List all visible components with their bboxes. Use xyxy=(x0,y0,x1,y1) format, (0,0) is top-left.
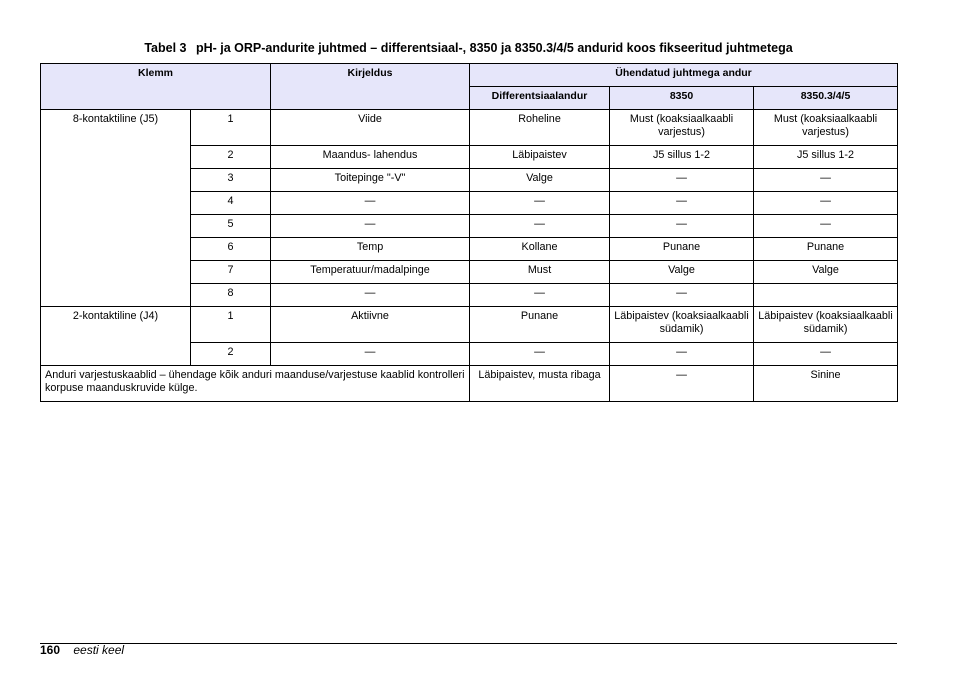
connector-name: 8-kontaktiline (J5) xyxy=(41,110,191,307)
differential-wire: — xyxy=(470,284,610,307)
connector-name: 2-kontaktiline (J4) xyxy=(41,307,191,366)
pin-number: 2 xyxy=(191,146,271,169)
pin-number: 5 xyxy=(191,215,271,238)
wiring-table xyxy=(40,63,898,402)
differential-wire: Läbipaistev, musta ribaga xyxy=(470,366,610,402)
pin-description: Temperatuur/madalpinge xyxy=(271,261,470,284)
pin-description: Toitepinge "-V" xyxy=(271,169,470,192)
differential-wire: — xyxy=(470,343,610,366)
pin-number: 1 xyxy=(191,110,271,146)
pin-number: 7 xyxy=(191,261,271,284)
wire-8350: Läbipaistev (koaksiaalkaabli südamik) xyxy=(610,307,754,343)
pin-description: — xyxy=(271,284,470,307)
pin-description: Aktiivne xyxy=(271,307,470,343)
footer-divider xyxy=(40,643,897,644)
wire-8350: — xyxy=(610,169,754,192)
differential-wire: — xyxy=(470,215,610,238)
differential-wire: — xyxy=(470,192,610,215)
header-8350x: 8350.3/4/5 xyxy=(754,87,898,110)
differential-wire: Roheline xyxy=(470,110,610,146)
wire-8350x xyxy=(754,284,898,307)
wire-8350x: — xyxy=(754,169,898,192)
shield-row xyxy=(41,366,898,402)
header-connected-sensor: Ühendatud juhtmega andur xyxy=(470,64,898,87)
pin-description: Maandus- lahendus xyxy=(271,146,470,169)
wire-8350: — xyxy=(610,343,754,366)
differential-wire: Valge xyxy=(470,169,610,192)
pin-number: 1 xyxy=(191,307,271,343)
wire-8350x: — xyxy=(754,192,898,215)
wire-8350x: — xyxy=(754,215,898,238)
wire-8350x: Punane xyxy=(754,238,898,261)
pin-number: 3 xyxy=(191,169,271,192)
wire-8350: Must (koaksiaalkaabli varjestus) xyxy=(610,110,754,146)
pin-number: 6 xyxy=(191,238,271,261)
wire-8350x: J5 sillus 1-2 xyxy=(754,146,898,169)
wire-8350: — xyxy=(610,366,754,402)
pin-number: 4 xyxy=(191,192,271,215)
wire-8350: — xyxy=(610,284,754,307)
differential-wire: Must xyxy=(470,261,610,284)
header-differential: Differentsiaalandur xyxy=(470,87,610,110)
pin-description: Viide xyxy=(271,110,470,146)
differential-wire: Kollane xyxy=(470,238,610,261)
table-row xyxy=(41,110,898,146)
table-row xyxy=(41,307,898,343)
header-8350: 8350 xyxy=(610,87,754,110)
page-number: 160 xyxy=(40,643,61,657)
table-number: Tabel 3 xyxy=(144,41,187,55)
pin-number: 8 xyxy=(191,284,271,307)
wire-8350x: Sinine xyxy=(754,366,898,402)
wire-8350x: Valge xyxy=(754,261,898,284)
page-footer xyxy=(40,643,124,657)
header-kirjeldus: Kirjeldus xyxy=(271,64,470,110)
wire-8350x: — xyxy=(754,343,898,366)
wire-8350: — xyxy=(610,192,754,215)
footer-language: eesti keel xyxy=(73,643,125,657)
header-klemm: Klemm xyxy=(41,64,271,110)
wire-8350: — xyxy=(610,215,754,238)
pin-description: Temp xyxy=(271,238,470,261)
pin-description: — xyxy=(271,215,470,238)
wire-8350x: Läbipaistev (koaksiaalkaabli südamik) xyxy=(754,307,898,343)
wire-8350: J5 sillus 1-2 xyxy=(610,146,754,169)
differential-wire: Läbipaistev xyxy=(470,146,610,169)
pin-number: 2 xyxy=(191,343,271,366)
shield-description: Anduri varjestuskaablid – ühendage kõik anduri maanduse/varjestuse kaablid kontrolleri korpuse maanduskruvide külge. xyxy=(41,366,470,402)
table-title: pH- ja ORP-andurite juhtmed – differentsiaal-, 8350 ja 8350.3/4/5 andurid koos fikseeritud juhtmetega xyxy=(195,41,793,55)
pin-description: — xyxy=(271,343,470,366)
differential-wire: Punane xyxy=(470,307,610,343)
wire-8350: Punane xyxy=(610,238,754,261)
table-caption xyxy=(40,41,897,55)
wire-8350: Valge xyxy=(610,261,754,284)
pin-description: — xyxy=(271,192,470,215)
wire-8350x: Must (koaksiaalkaabli varjestus) xyxy=(754,110,898,146)
